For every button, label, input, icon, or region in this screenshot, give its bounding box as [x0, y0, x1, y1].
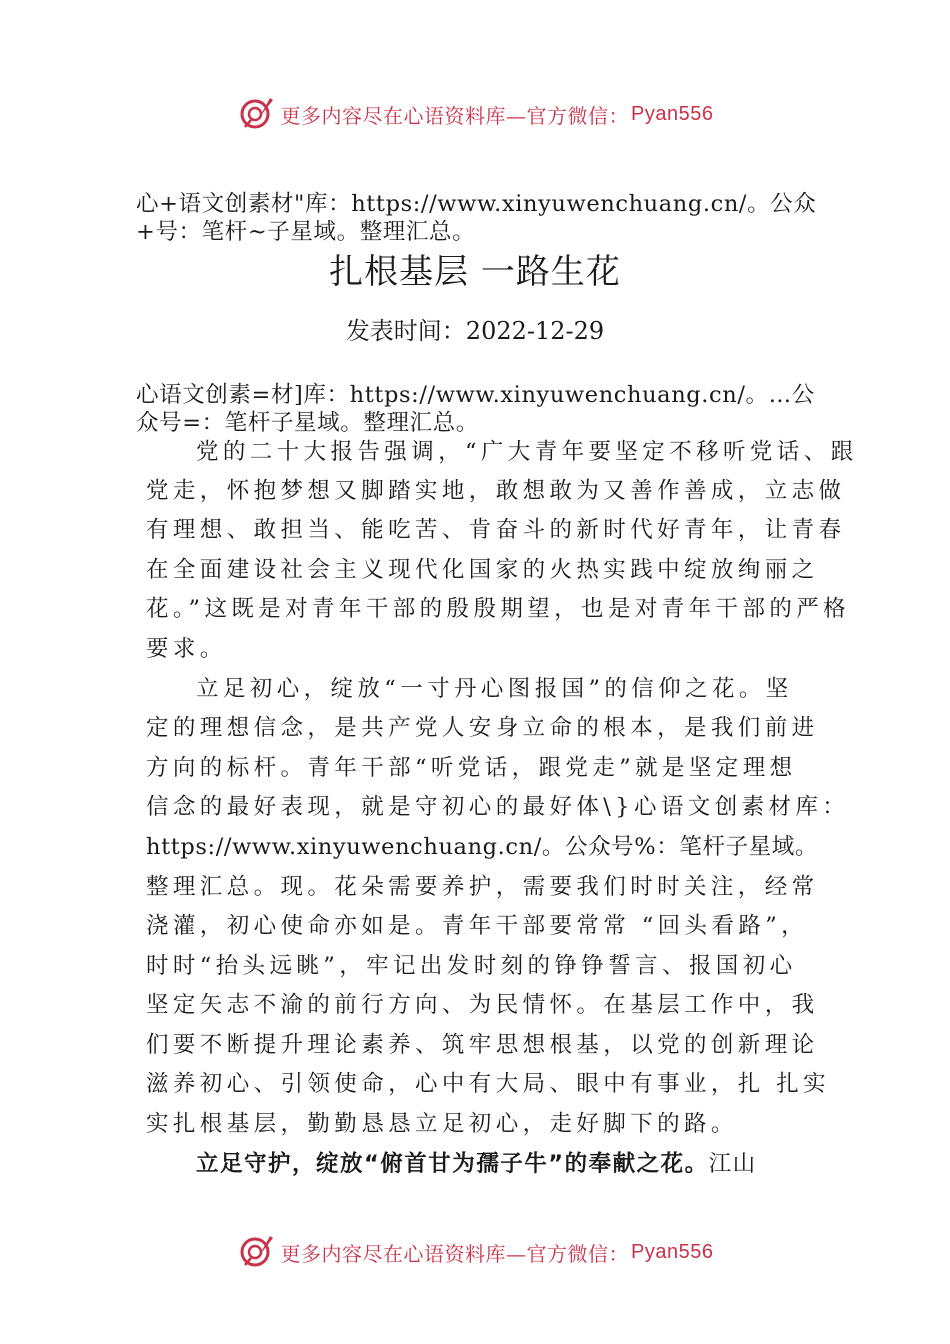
paragraph-2-line: 立足初心，绽放“一寸丹心图报国”的信仰之花。坚: [196, 676, 793, 702]
source-line-1: 心语文创素=材]库：https://www.xinyuwenchuang.cn/。…公: [136, 382, 815, 408]
paragraph-2-line: 整理汇总。现。花朵需要养护，需要我们时时关注，经常: [146, 874, 819, 900]
paragraph-1-line: 党走，怀抱梦想又脚踏实地，敢想敢为又善作善成，立志做: [146, 478, 846, 504]
paragraph-3-heading: 立足守护，绽放“俯首甘为孺子牛”的奉献之花。: [196, 1151, 709, 1177]
banner-text: 更多内容尽在心语资料库—官方微信：: [280, 103, 630, 128]
banner-text: 更多内容尽在心语资料库—官方微信：: [280, 1241, 630, 1266]
source-line-2: 众号=：笔杆子星域。整理汇总。: [136, 410, 479, 436]
banner-wechat-id: Pyan556: [631, 1240, 714, 1263]
paragraph-2-line: 滋养初心、引领使命，心中有大局、眼中有事业，扎 扎实: [146, 1071, 831, 1097]
top-banner: [0, 92, 950, 136]
paragraph-1-line: 要求。: [146, 636, 227, 662]
header-line-1: 心+语文创素材"库：https://www.xinyuwenchuang.cn/。公众: [136, 191, 817, 217]
paragraph-2-line: 们要不断提升理论素养、筑牢思想根基，以党的创新理论: [146, 1032, 819, 1058]
paragraph-3-line: [196, 1149, 876, 1179]
paragraph-2-line: 方向的标杆。青年干部“听党话，跟党走”就是坚定理想: [146, 755, 797, 781]
paragraph-2-line: 信念的最好表现，就是守初心的最好体\}心语文创素材库：: [146, 794, 850, 820]
page-title: 扎根基层 一路生花: [329, 252, 621, 292]
paragraph-2-line: 时时“抬头远眺”，牢记出发时刻的铮铮誓言、报国初心: [146, 953, 797, 979]
paragraph-1-line: 有理想、敢担当、能吃苦、肯奋斗的新时代好青年，让青春: [146, 517, 846, 543]
header-line-2: +号：笔杆~子星域。整理汇总。: [136, 219, 476, 245]
banner-wechat-id: Pyan556: [631, 102, 714, 125]
paragraph-2-line: 坚定矢志不渝的前行方向、为民情怀。在基层工作中，我: [146, 992, 819, 1018]
paragraph-1-line: 党的二十大报告强调，“广大青年要坚定不移听党话、跟: [196, 439, 858, 465]
paragraph-1-line: 在全面建设社会主义现代化国家的火热实践中绽放绚丽之: [146, 557, 819, 583]
paragraph-3-tail: 江山: [708, 1151, 757, 1177]
paragraph-2-line: https://www.xinyuwenchuang.cn/。公众号%：笔杆子星域。: [146, 834, 818, 860]
paragraph-2-line: 实扎根基层，勤勤恳恳立足初心，走好脚下的路。: [146, 1111, 738, 1137]
quill-logo-icon: [237, 94, 277, 134]
paragraph-2-line: 浇灌，初心使命亦如是。青年干部要常常 “回头看路”，: [146, 913, 809, 939]
bottom-banner: [0, 1230, 950, 1274]
paragraph-2-line: 定的理想信念，是共产党人安身立命的根本，是我们前进: [146, 715, 819, 741]
publish-date: 发表时间：2022-12-29: [345, 317, 605, 345]
quill-logo-icon: [237, 1232, 277, 1272]
paragraph-1-line: 花。”这既是对青年干部的殷殷期望，也是对青年干部的严格: [146, 596, 851, 622]
